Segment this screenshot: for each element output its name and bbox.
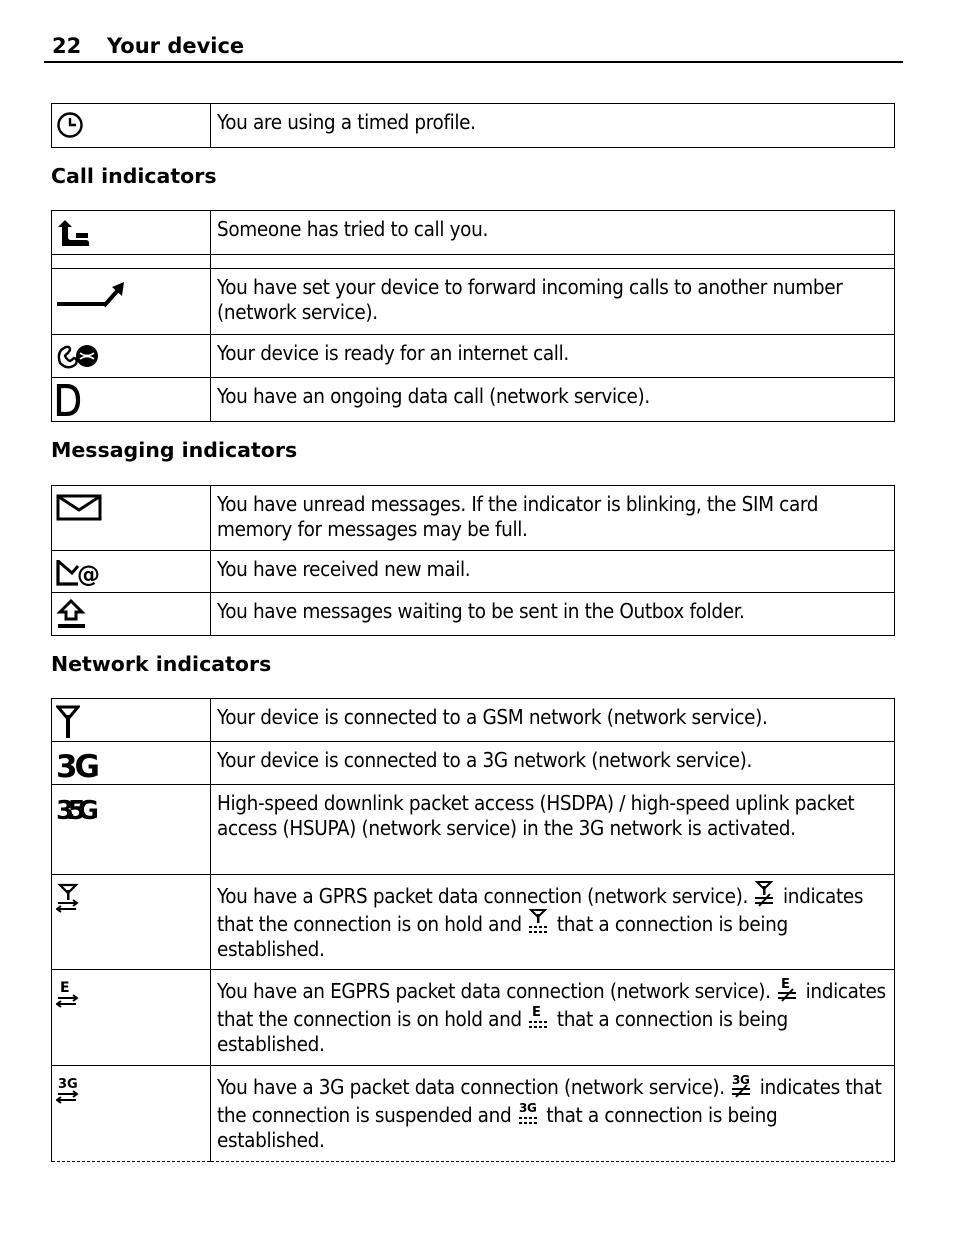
row-description	[211, 255, 895, 269]
svg-text:3.5G: 3.5G	[56, 796, 99, 825]
row-description: You have received new mail.	[211, 551, 895, 593]
row-description: Your device is connected to a GSM network (network service).	[211, 699, 895, 742]
row-description: High-speed downlink packet access (HSDPA) / high-speed uplink packet access (HSUPA) (network service) in the 3G network is activated.	[211, 785, 895, 875]
svg-text:3G: 3G	[58, 1077, 78, 1092]
svg-text:E: E	[532, 1005, 541, 1020]
clock-icon	[56, 110, 86, 140]
table-row	[52, 378, 895, 422]
3g-packet-icon	[56, 1074, 84, 1104]
row-description: You have a 3G packet data connection (network service).	[217, 1075, 725, 1099]
row-description-hold: indicates that the connection is on hold and	[217, 884, 864, 936]
page-number: 22	[52, 34, 82, 58]
row-description: You have an EGPRS packet data connection (network service).	[217, 979, 771, 1003]
table-row	[52, 970, 895, 1066]
svg-text:@: @	[77, 562, 100, 587]
table-row	[52, 104, 895, 148]
internet-call-icon	[56, 341, 100, 371]
3g-packet-connecting-icon	[517, 1100, 541, 1126]
egprs-hold-icon	[776, 976, 800, 1002]
row-description: You are using a timed profile.	[211, 104, 895, 148]
table-row	[52, 699, 895, 742]
page-header	[44, 34, 903, 63]
table-row	[52, 742, 895, 785]
row-description: Your device is ready for an internet call.	[211, 335, 895, 378]
row-description: Someone has tried to call you.	[211, 211, 895, 255]
section-title-call: Call indicators	[51, 164, 217, 188]
row-description-connecting: that a connection is being established.	[217, 1103, 778, 1152]
table-row	[52, 211, 895, 255]
table-row	[52, 875, 895, 970]
profile-table	[51, 103, 895, 148]
row-description-suspended: indicates that the connection is suspended and	[217, 1075, 882, 1127]
outbox-icon	[56, 599, 88, 631]
section-title-messaging: Messaging indicators	[51, 438, 298, 462]
row-description: You have unread messages. If the indicator is blinking, the SIM card memory for messages may be full.	[211, 486, 895, 551]
gprs-icon	[56, 883, 82, 913]
call-indicators-table	[51, 210, 895, 422]
table-row	[52, 335, 895, 378]
table-row	[52, 269, 895, 335]
egprs-icon	[56, 978, 82, 1008]
row-description: You have a GPRS packet data connection (network service).	[217, 884, 748, 908]
hsdpa-icon	[56, 793, 104, 825]
table-row	[52, 593, 895, 636]
svg-text:3G: 3G	[732, 1073, 750, 1087]
svg-text:3G: 3G	[518, 1101, 537, 1115]
page-title: Your device	[107, 34, 245, 58]
section-title-network: Network indicators	[51, 652, 272, 676]
row-description-hold: indicates that the connection is on hold and	[217, 979, 886, 1031]
table-row	[52, 486, 895, 551]
gprs-connecting-icon	[527, 909, 551, 935]
row-description-connecting: that a connection is being established.	[217, 912, 788, 961]
row-description: You have set your device to forward incoming calls to another number (network service).	[211, 269, 895, 335]
gsm-antenna-icon	[56, 705, 80, 739]
3g-icon	[56, 747, 104, 781]
svg-text:E: E	[781, 977, 790, 992]
envelope-icon	[56, 494, 104, 522]
3g-packet-suspended-icon	[730, 1072, 754, 1098]
missed-call-icon	[56, 219, 92, 249]
call-forward-icon	[56, 281, 128, 311]
row-description: You have messages waiting to be sent in the Outbox folder.	[211, 593, 895, 636]
table-row	[52, 1066, 895, 1162]
row-description-connecting: that a connection is being established.	[217, 1007, 788, 1056]
table-row	[52, 551, 895, 593]
svg-text:E: E	[60, 980, 70, 996]
row-description: Your device is connected to a 3G network (network service).	[211, 742, 895, 785]
row-description: You have an ongoing data call (network service).	[211, 378, 895, 422]
table-row	[52, 785, 895, 875]
network-indicators-table	[51, 698, 895, 1162]
egprs-connecting-icon	[527, 1004, 551, 1030]
messaging-indicators-table	[51, 485, 895, 636]
new-mail-icon	[56, 557, 102, 587]
table-row	[52, 255, 895, 269]
data-call-icon	[56, 384, 82, 416]
gprs-hold-icon	[753, 881, 777, 907]
svg-text:3G: 3G	[56, 749, 100, 781]
